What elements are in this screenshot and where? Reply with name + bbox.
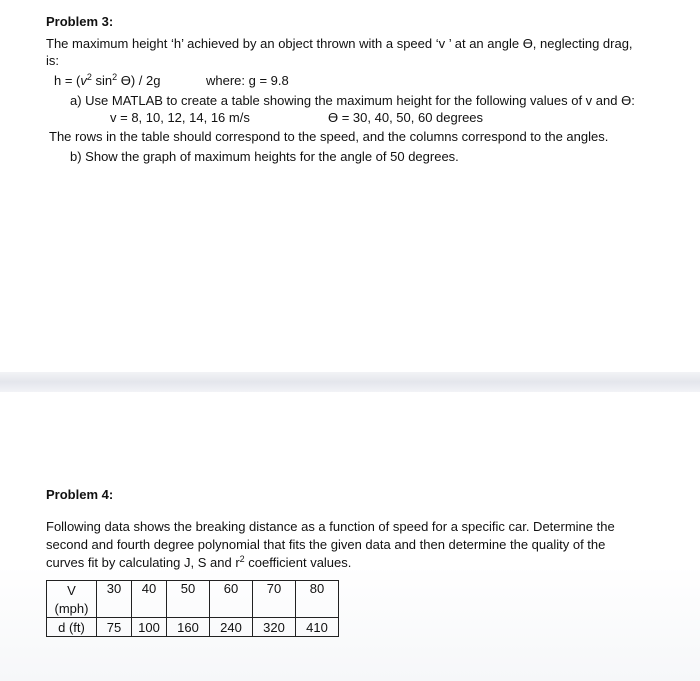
problem-4-text-line-1: Following data shows the breaking distance as a function of speed for a specific car. Determine the <box>46 519 615 534</box>
theta-values: ϴ = 30, 40, 50, 60 degrees <box>328 110 484 125</box>
v-values: v = 8, 10, 12, 14, 16 m/s <box>110 110 250 125</box>
formula-sin: sin <box>91 73 113 88</box>
formula-sin-exponent: 2 <box>112 72 118 82</box>
part-a-text: a) Use MATLAB to create a table showing the maximum height for the following values of v and ϴ: <box>70 93 635 108</box>
height-formula <box>54 72 161 89</box>
problem-4-page <box>0 392 700 681</box>
distance-cell: 240 <box>210 618 253 637</box>
speed-cell: 50 <box>167 581 210 618</box>
formula-v-exponent: 2 <box>86 72 92 82</box>
problem-3-intro-line-1: The maximum height ‘h’ achieved by an object thrown with a speed ‘v ’ at an angle ϴ, neglecting drag, <box>46 36 633 51</box>
speed-unit: (mph) <box>47 599 97 618</box>
distance-cell: 100 <box>132 618 167 637</box>
problem-3-title: Problem 3: <box>46 14 114 29</box>
distance-cell: 75 <box>97 618 132 637</box>
problem-4-title: Problem 4: <box>46 487 114 502</box>
rows-note: The rows in the table should correspond to the speed, and the columns correspond to the angles. <box>49 129 609 144</box>
speed-cell: 60 <box>210 581 253 618</box>
speed-cell: 30 <box>97 581 132 618</box>
speed-cell: 40 <box>132 581 167 618</box>
text-line-3-start: curves fit by calculating J, S and r <box>46 555 240 570</box>
speed-cell: 80 <box>296 581 339 618</box>
problem-4-text-line-2: second and fourth degree polynomial that fits the given data and then determine the quality of the <box>46 537 606 552</box>
problem-4-text-line-3 <box>46 554 351 571</box>
distance-cell: 410 <box>296 618 339 637</box>
speed-distance-table <box>46 580 339 637</box>
formula-rest: ϴ) / 2g <box>117 73 161 88</box>
distance-label: d (ft) <box>47 618 97 637</box>
distance-cell: 320 <box>253 618 296 637</box>
text-line-3-end: coefficient values. <box>244 555 352 570</box>
speed-cell: 70 <box>253 581 296 618</box>
formula-where-g: where: g = 9.8 <box>206 73 289 88</box>
page-divider <box>0 372 700 392</box>
speed-row <box>47 581 339 600</box>
r-squared-exponent: 2 <box>239 554 245 564</box>
formula-lhs: h = ( <box>54 73 81 88</box>
part-b-text: b) Show the graph of maximum heights for the angle of 50 degrees. <box>70 149 459 164</box>
speed-label: V <box>47 581 97 600</box>
problem-3-intro-line-2: is: <box>46 53 59 68</box>
distance-cell: 160 <box>167 618 210 637</box>
distance-row <box>47 618 339 637</box>
formula-v: v <box>80 73 87 88</box>
